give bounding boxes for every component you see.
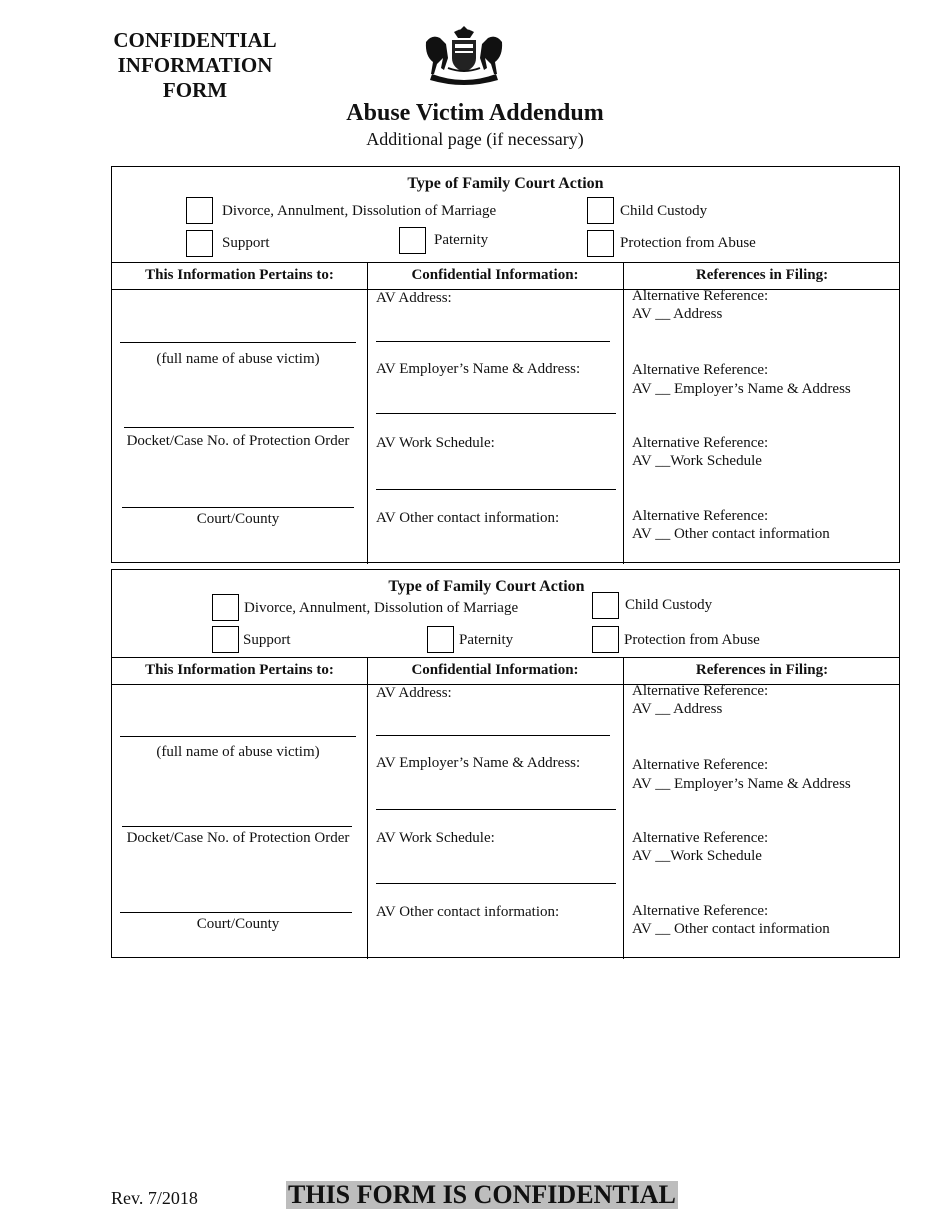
court-county-caption: Court/County [196, 511, 280, 527]
court-county-line[interactable] [122, 507, 354, 508]
heading-line-2: INFORMATION [117, 53, 273, 77]
av-employer-label: AV Employer’s Name & Address: [376, 755, 581, 771]
column-header-confidential: Confidential Information: [411, 662, 579, 678]
divorce-checkbox[interactable] [212, 594, 239, 621]
docket-number-caption: Docket/Case No. of Protection Order [126, 830, 350, 846]
docket-number-line[interactable] [122, 826, 352, 827]
av-work-schedule-line[interactable] [376, 489, 616, 490]
column-header-pertains: This Information Pertains to: [145, 267, 334, 283]
ref-other-contact-label: Alternative Reference: [632, 508, 769, 524]
docket-number-caption: Docket/Case No. of Protection Order [126, 433, 350, 449]
ref-other-contact-value: AV __ Other contact information [632, 526, 830, 542]
victim-name-line[interactable] [120, 736, 356, 737]
protection-from-abuse-checkbox[interactable] [592, 626, 619, 653]
column-header-confidential: Confidential Information: [411, 267, 579, 283]
av-employer-label: AV Employer’s Name & Address: [376, 361, 581, 377]
form-type-heading [100, 28, 290, 103]
heading-line-3: FORM [162, 78, 228, 102]
ref-employer-label: Alternative Reference: [632, 757, 769, 773]
heading-line-1: CONFIDENTIAL [113, 28, 277, 52]
ref-work-schedule-value: AV __Work Schedule [632, 453, 762, 469]
ref-address-value: AV __ Address [632, 306, 723, 322]
divorce-checkbox[interactable] [186, 197, 213, 224]
support-checkbox[interactable] [212, 626, 239, 653]
court-county-line[interactable] [120, 912, 352, 913]
column-header-references: References in Filing: [695, 267, 829, 283]
child-custody-label: Child Custody [620, 203, 708, 219]
ref-work-schedule-label: Alternative Reference: [632, 435, 769, 451]
child-custody-checkbox[interactable] [587, 197, 614, 224]
victim-name-caption: (full name of abuse victim) [156, 744, 320, 760]
protection-from-abuse-label: Protection from Abuse [624, 632, 760, 648]
victim-section-1 [111, 166, 900, 563]
ref-work-schedule-value: AV __Work Schedule [632, 848, 762, 864]
protection-from-abuse-checkbox[interactable] [587, 230, 614, 257]
ref-work-schedule-label: Alternative Reference: [632, 830, 769, 846]
ref-employer-value: AV __ Employer’s Name & Address [632, 776, 851, 792]
ref-other-contact-value: AV __ Other contact information [632, 921, 830, 937]
column-header-references: References in Filing: [695, 662, 829, 678]
paternity-checkbox[interactable] [399, 227, 426, 254]
court-action-title: Type of Family Court Action [388, 578, 585, 595]
av-address-label: AV Address: [376, 290, 452, 306]
child-custody-checkbox[interactable] [592, 592, 619, 619]
ref-employer-value: AV __ Employer’s Name & Address [632, 381, 851, 397]
child-custody-label: Child Custody [625, 597, 713, 613]
court-county-caption: Court/County [196, 916, 280, 932]
av-employer-line[interactable] [376, 809, 616, 810]
av-other-contact-label: AV Other contact information: [376, 904, 560, 920]
support-label: Support [243, 632, 291, 648]
victim-section-2 [111, 569, 900, 958]
support-label: Support [222, 235, 270, 251]
av-work-schedule-label: AV Work Schedule: [376, 830, 495, 846]
ref-employer-label: Alternative Reference: [632, 362, 769, 378]
av-other-contact-label: AV Other contact information: [376, 510, 560, 526]
column-header-row [112, 657, 899, 685]
divorce-label: Divorce, Annulment, Dissolution of Marriage [222, 203, 497, 219]
column-header-pertains: This Information Pertains to: [145, 662, 334, 678]
av-employer-line[interactable] [376, 413, 616, 414]
page-title: Abuse Victim Addendum [346, 100, 604, 126]
coat-of-arms-icon [418, 24, 510, 86]
confidential-banner: THIS FORM IS CONFIDENTIAL [288, 1180, 676, 1209]
victim-name-caption: (full name of abuse victim) [156, 351, 320, 367]
paternity-checkbox[interactable] [427, 626, 454, 653]
column-header-row [112, 262, 899, 290]
ref-address-label: Alternative Reference: [632, 683, 769, 699]
paternity-label: Paternity [459, 632, 514, 648]
av-address-label: AV Address: [376, 685, 452, 701]
docket-number-line[interactable] [124, 427, 354, 428]
av-work-schedule-line[interactable] [376, 883, 616, 884]
ref-address-label: Alternative Reference: [632, 288, 769, 304]
ref-address-value: AV __ Address [632, 701, 723, 717]
page-subtitle: Additional page (if necessary) [366, 129, 584, 149]
revision-date: Rev. 7/2018 [111, 1188, 198, 1208]
av-address-line[interactable] [376, 735, 610, 736]
av-work-schedule-label: AV Work Schedule: [376, 435, 495, 451]
support-checkbox[interactable] [186, 230, 213, 257]
av-address-line[interactable] [376, 341, 610, 342]
divorce-label: Divorce, Annulment, Dissolution of Marriage [244, 600, 519, 616]
protection-from-abuse-label: Protection from Abuse [620, 235, 756, 251]
court-action-title: Type of Family Court Action [407, 175, 604, 192]
paternity-label: Paternity [434, 232, 489, 248]
victim-name-line[interactable] [120, 342, 356, 343]
ref-other-contact-label: Alternative Reference: [632, 903, 769, 919]
